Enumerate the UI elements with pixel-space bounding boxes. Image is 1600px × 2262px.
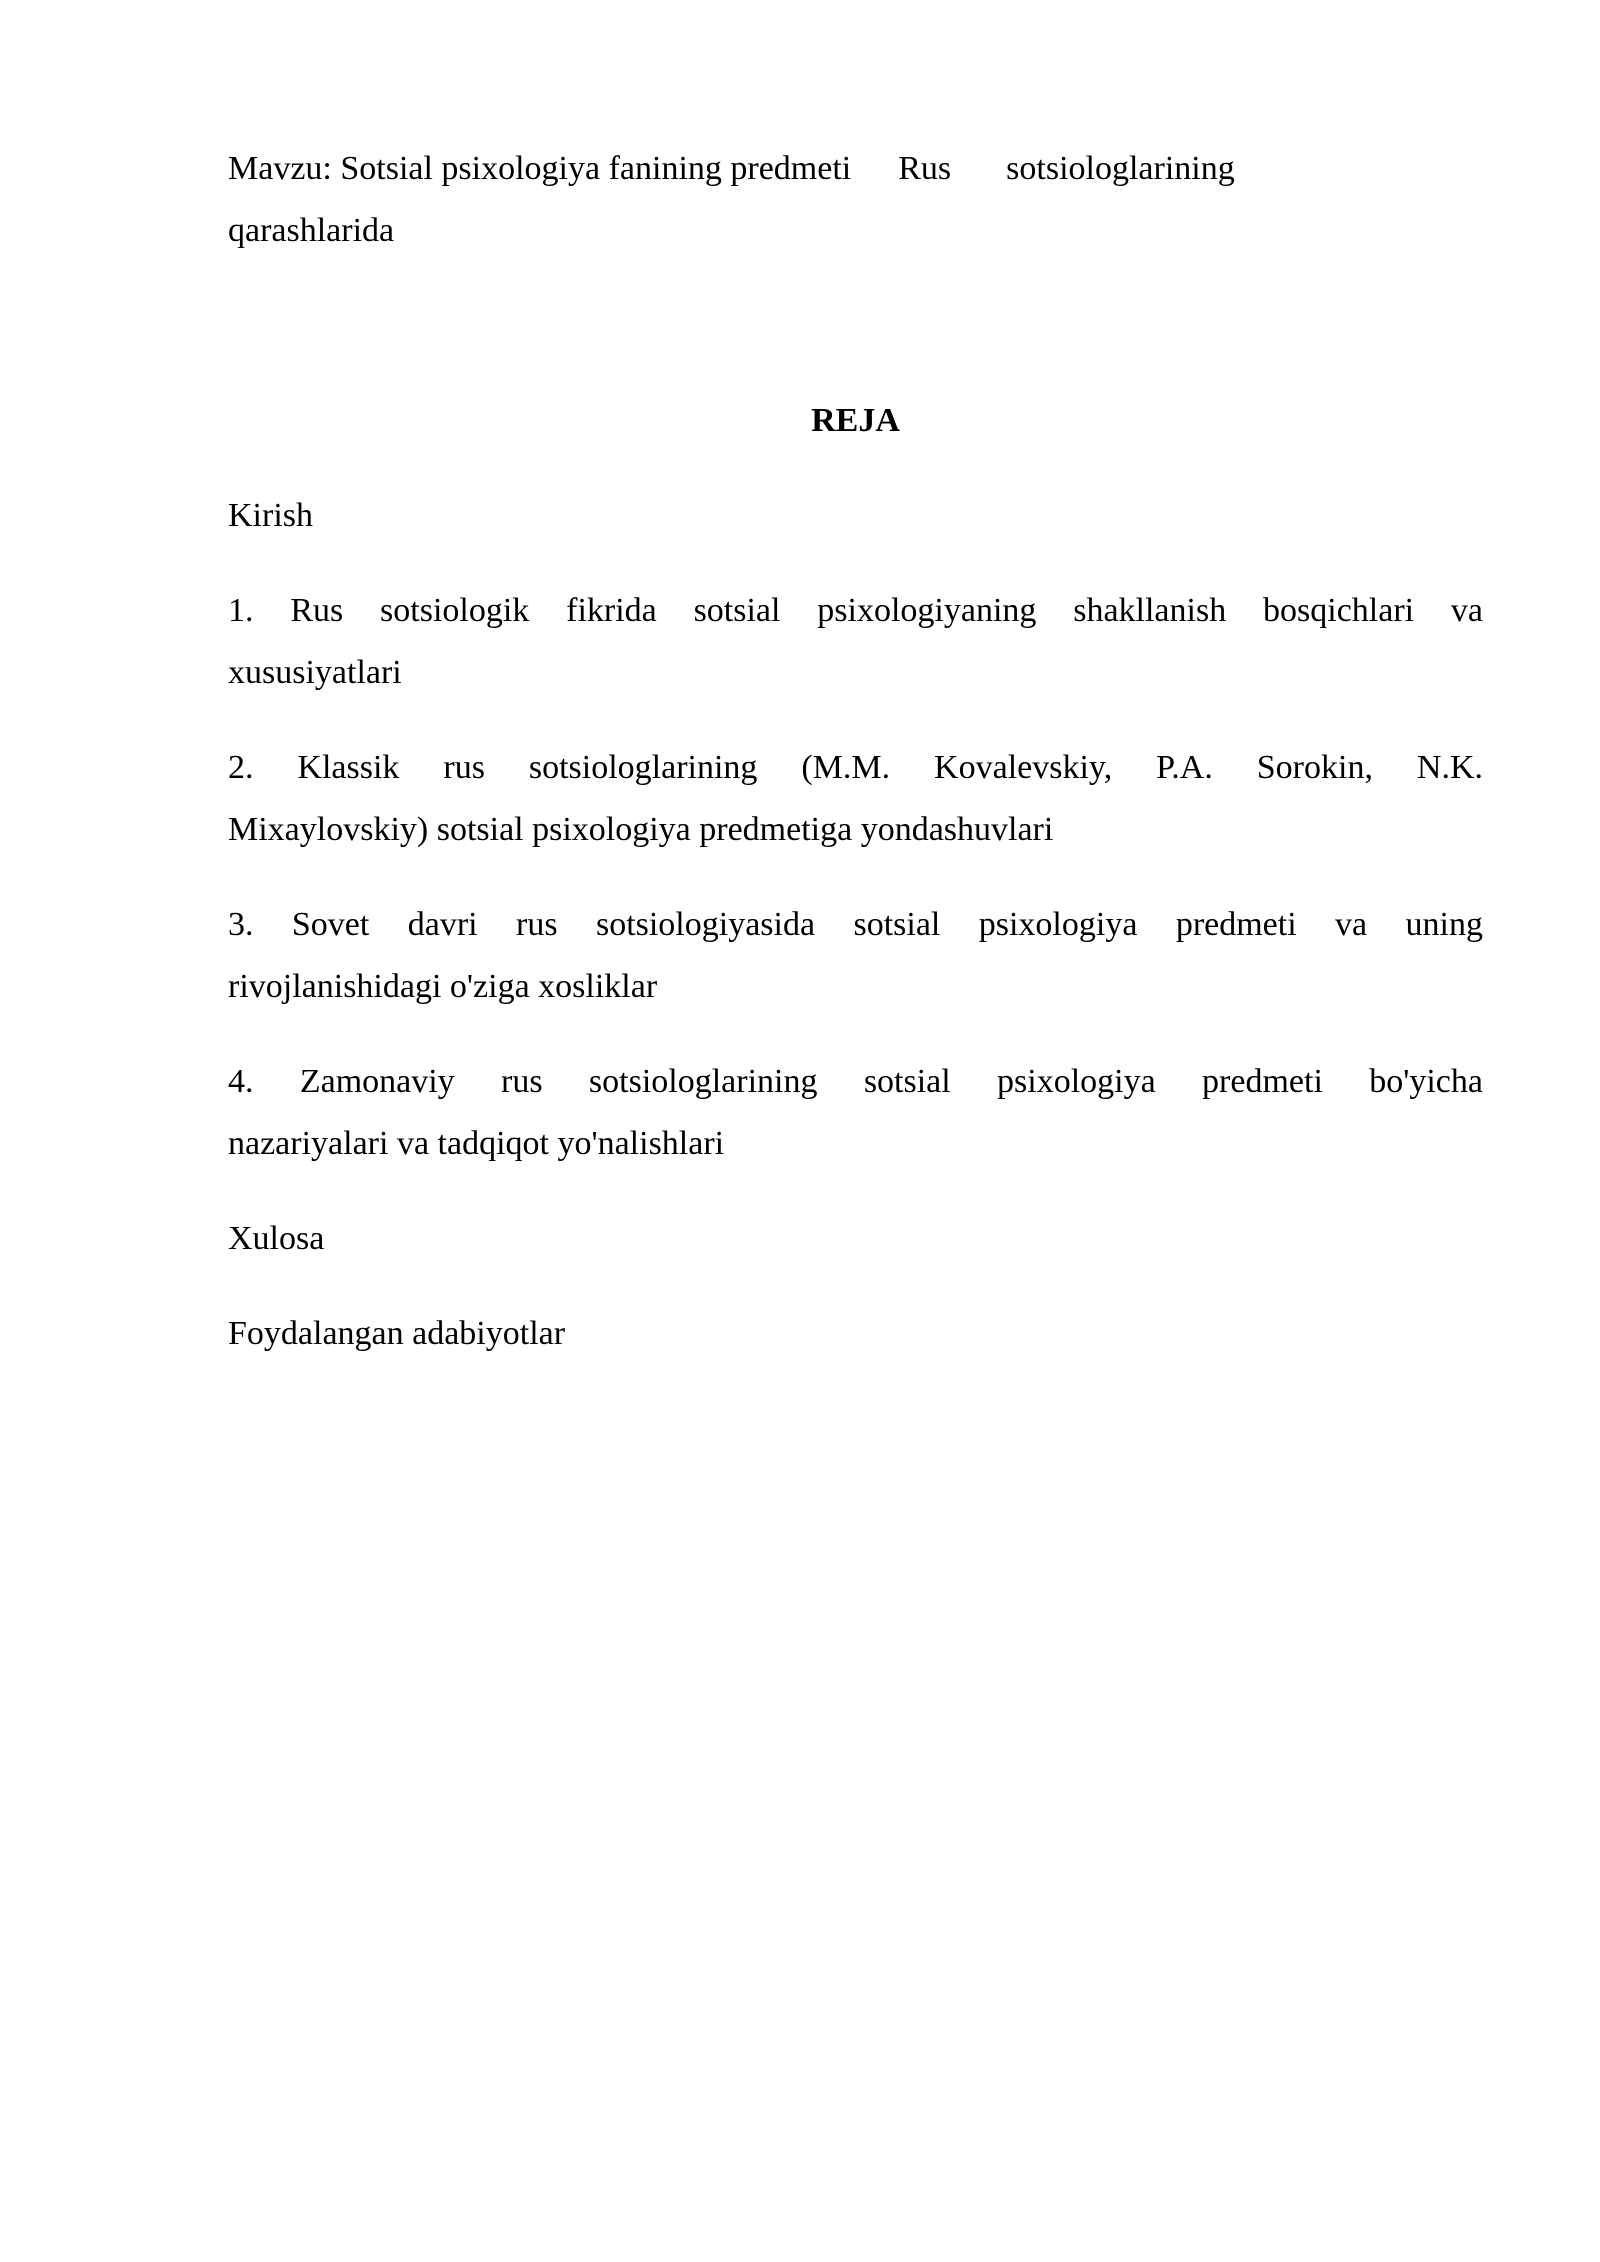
plan-item-1 (228, 580, 1483, 704)
plan-item-3-line-1: 3. Sovet davri rus sotsiologiyasida sotsial psixologiya predmeti va uning (228, 906, 1483, 943)
plan-heading: REJA (811, 402, 900, 439)
title-text-rus: Rus (898, 150, 952, 187)
plan-item-1-line-1: 1. Rus sotsiologik fikrida sotsial psixologiyaning shakllanish bosqichlari va (228, 592, 1483, 629)
intro-item: Kirish (228, 497, 313, 534)
title-line-1 (228, 138, 1483, 200)
empty-paragraph (228, 295, 1483, 357)
tab-space (851, 178, 898, 179)
plan-item-2 (228, 737, 1483, 861)
title-text-sotsiolog: sotsiologlarining (1006, 150, 1235, 187)
plan-item-3 (228, 894, 1483, 1018)
plan-item-2-line-1: 2. Klassik rus sotsiologlarining (M.M. Kovalevskiy, P.A. Sorokin, N.K. (228, 749, 1483, 786)
title-line-2: qarashlarida (228, 212, 395, 249)
plan-item-1-line-2: xususiyatlari (228, 654, 402, 691)
title-text-main: Mavzu: Sotsial psixologiya fanining predmeti (228, 150, 852, 187)
conclusion-item: Xulosa (228, 1220, 325, 1257)
tab-space (951, 178, 1006, 179)
plan-item-3-line-2: rivojlanishidagi o'ziga xosliklar (228, 968, 658, 1005)
plan-item-4 (228, 1051, 1483, 1175)
document-title (228, 138, 1483, 262)
plan-item-2-line-2: Mixaylovskiy) sotsial psixologiya predmetiga yondashuvlari (228, 811, 1054, 848)
plan-item-4-line-2: nazariyalari va tadqiqot yo'nalishlari (228, 1125, 725, 1162)
references-item: Foydalangan adabiyotlar (228, 1315, 566, 1352)
plan-item-4-line-1: 4. Zamonaviy rus sotsiologlarining sotsial psixologiya predmeti bo'yicha (228, 1063, 1483, 1100)
